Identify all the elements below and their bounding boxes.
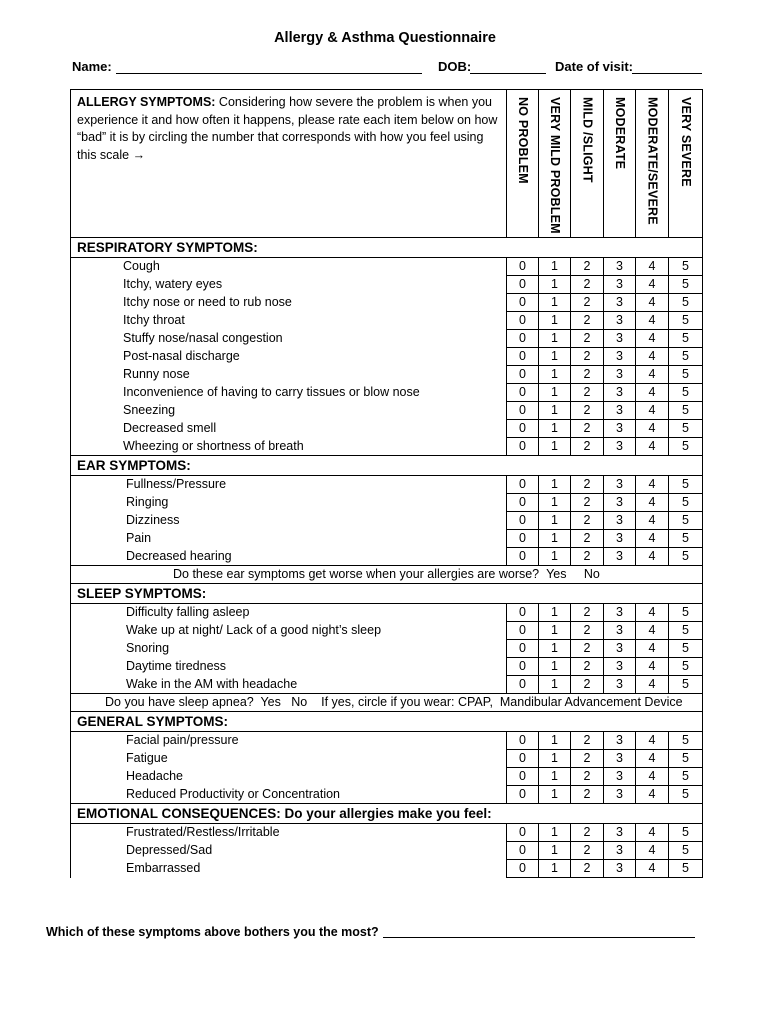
rating-option[interactable]: 0 <box>507 622 539 640</box>
rating-option[interactable]: 2 <box>571 348 604 366</box>
rating-option[interactable]: 5 <box>669 860 703 878</box>
rating-option[interactable]: 2 <box>571 438 604 456</box>
table-header-row <box>71 90 703 238</box>
rating-option[interactable]: 1 <box>539 276 571 294</box>
rating-option[interactable]: 5 <box>669 640 703 658</box>
rating-option[interactable]: 3 <box>604 312 636 330</box>
symptom-label: Embarrassed <box>71 860 507 878</box>
symptom-label: Fullness/Pressure <box>71 476 507 494</box>
rating-option[interactable]: 0 <box>507 384 539 402</box>
rating-option[interactable]: 3 <box>604 530 636 548</box>
visit-date-field[interactable] <box>632 73 702 74</box>
rating-option[interactable]: 2 <box>571 622 604 640</box>
rating-option[interactable]: 1 <box>539 258 571 276</box>
rating-option[interactable]: 5 <box>669 842 703 860</box>
ear-question-row <box>71 566 703 584</box>
table-row <box>71 366 703 384</box>
table-row <box>71 402 703 420</box>
rating-option[interactable]: 2 <box>571 824 604 842</box>
table-row <box>71 824 703 842</box>
rating-option[interactable]: 1 <box>539 640 571 658</box>
rating-option[interactable]: 3 <box>604 824 636 842</box>
rating-option[interactable]: 5 <box>669 732 703 750</box>
table-row <box>71 548 703 566</box>
rating-option[interactable]: 2 <box>571 676 604 694</box>
table-row <box>71 786 703 804</box>
symptom-label: Frustrated/Restless/Irritable <box>71 824 507 842</box>
table-row <box>71 476 703 494</box>
rating-option[interactable]: 2 <box>571 384 604 402</box>
ear-no-option[interactable]: No <box>583 567 600 581</box>
rating-option[interactable]: 1 <box>539 860 571 878</box>
rating-option[interactable]: 5 <box>669 312 703 330</box>
rating-option[interactable]: 1 <box>539 384 571 402</box>
rating-option[interactable]: 4 <box>636 438 669 456</box>
table-row <box>71 294 703 312</box>
symptom-label: Stuffy nose/nasal congestion <box>71 330 507 348</box>
table-row <box>71 438 703 456</box>
table-row <box>71 732 703 750</box>
rating-option[interactable]: 0 <box>507 330 539 348</box>
rating-option[interactable]: 3 <box>604 732 636 750</box>
symptom-label: Dizziness <box>71 512 507 530</box>
rating-option[interactable]: 0 <box>507 512 539 530</box>
rating-option[interactable]: 4 <box>636 658 669 676</box>
table-row <box>71 604 703 622</box>
most-bothersome-label: Which of these symptoms above bothers you the most? <box>46 925 379 939</box>
rating-option[interactable]: 5 <box>669 824 703 842</box>
rating-option[interactable]: 2 <box>571 768 604 786</box>
symptom-label: Reduced Productivity or Concentration <box>71 786 507 804</box>
table-row <box>71 860 703 878</box>
rating-option[interactable]: 0 <box>507 640 539 658</box>
rating-option[interactable]: 0 <box>507 658 539 676</box>
table-row <box>71 640 703 658</box>
section-heading-row <box>71 238 703 258</box>
rating-option[interactable]: 0 <box>507 402 539 420</box>
section-heading: EAR SYMPTOMS: <box>71 456 703 476</box>
ear-yes-option[interactable]: Yes <box>546 567 567 581</box>
scale-header-cell <box>636 90 669 238</box>
symptom-label: Decreased hearing <box>71 548 507 566</box>
rating-option[interactable]: 1 <box>539 476 571 494</box>
rating-option[interactable]: 1 <box>539 548 571 566</box>
section-heading-row <box>71 712 703 732</box>
symptom-label: Snoring <box>71 640 507 658</box>
sleep-apnea-question <box>71 694 703 712</box>
rating-option[interactable]: 1 <box>539 512 571 530</box>
rating-option[interactable]: 2 <box>571 312 604 330</box>
rating-option[interactable]: 0 <box>507 842 539 860</box>
rating-option[interactable]: 2 <box>571 276 604 294</box>
rating-option[interactable]: 5 <box>669 384 703 402</box>
scale-header-2: MILD /SLIGHT <box>580 97 595 183</box>
ear-question <box>71 566 703 584</box>
symptom-label: Wake up at night/ Lack of a good night’s sleep <box>71 622 507 640</box>
scale-header-0: NO PROBLEM <box>516 97 530 184</box>
rating-option[interactable]: 5 <box>669 294 703 312</box>
rating-option[interactable]: 5 <box>669 402 703 420</box>
rating-option[interactable]: 0 <box>507 276 539 294</box>
section-heading: EMOTIONAL CONSEQUENCES: Do your allergies make you feel: <box>71 804 703 824</box>
rating-option[interactable]: 3 <box>604 276 636 294</box>
visit-date-label: Date of visit: <box>555 59 634 74</box>
intro-bold: ALLERGY SYMPTOMS: <box>77 95 216 109</box>
symptom-label: Itchy, watery eyes <box>71 276 507 294</box>
symptom-label: Wake in the AM with headache <box>71 676 507 694</box>
rating-option[interactable]: 1 <box>539 824 571 842</box>
rating-option[interactable]: 4 <box>636 312 669 330</box>
rating-option[interactable]: 0 <box>507 786 539 804</box>
section-heading-row <box>71 804 703 824</box>
rating-option[interactable]: 2 <box>571 604 604 622</box>
rating-option[interactable]: 3 <box>604 604 636 622</box>
rating-option[interactable]: 0 <box>507 768 539 786</box>
rating-option[interactable]: 0 <box>507 294 539 312</box>
rating-option[interactable]: 0 <box>507 494 539 512</box>
table-row <box>71 312 703 330</box>
symptom-label: Inconvenience of having to carry tissues or blow nose <box>71 384 507 402</box>
rating-option[interactable]: 4 <box>636 384 669 402</box>
symptom-label: Cough <box>71 258 507 276</box>
rating-option[interactable]: 5 <box>669 476 703 494</box>
rating-option[interactable]: 2 <box>571 548 604 566</box>
rating-option[interactable]: 0 <box>507 366 539 384</box>
rating-option[interactable]: 4 <box>636 348 669 366</box>
rating-option[interactable]: 1 <box>539 750 571 768</box>
rating-option[interactable]: 3 <box>604 860 636 878</box>
rating-option[interactable]: 1 <box>539 366 571 384</box>
section-heading-row <box>71 456 703 476</box>
rating-option[interactable]: 5 <box>669 548 703 566</box>
rating-option[interactable]: 2 <box>571 512 604 530</box>
section-heading: RESPIRATORY SYMPTOMS: <box>71 238 703 258</box>
rating-option[interactable]: 5 <box>669 420 703 438</box>
rating-option[interactable]: 4 <box>636 258 669 276</box>
scale-header-5: VERY SEVERE <box>679 97 693 187</box>
table-row <box>71 842 703 860</box>
rating-option[interactable]: 4 <box>636 330 669 348</box>
rating-option[interactable]: 1 <box>539 494 571 512</box>
rating-option[interactable]: 0 <box>507 860 539 878</box>
scale-header-3: MODERATE <box>613 97 627 170</box>
rating-option[interactable]: 3 <box>604 438 636 456</box>
rating-option[interactable]: 4 <box>636 860 669 878</box>
rating-option[interactable]: 4 <box>636 494 669 512</box>
dob-label: DOB: <box>438 59 472 74</box>
rating-option[interactable]: 4 <box>636 842 669 860</box>
most-bothersome-field[interactable] <box>383 925 695 938</box>
rating-option[interactable]: 4 <box>636 750 669 768</box>
table-row <box>71 512 703 530</box>
rating-option[interactable]: 2 <box>571 732 604 750</box>
scale-header-cell <box>571 90 604 238</box>
ear-question-text: Do these ear symptoms get worse when your allergies are worse? <box>173 567 540 581</box>
scale-header-4: MODERATE/SEVERE <box>645 97 660 225</box>
rating-option[interactable]: 4 <box>636 476 669 494</box>
sleep-apnea-question-text: Do you have sleep apnea? Yes No If yes, circle if you wear: CPAP, Mandibular Advancement Device <box>105 695 683 709</box>
intro-body: Considering how severe the problem is when you experience it and how often it happens, please rate each item below on how “bad” it is by circling the number that corresponds with how you feel using this scale → <box>77 95 498 162</box>
rating-option[interactable]: 2 <box>571 860 604 878</box>
rating-option[interactable]: 1 <box>539 312 571 330</box>
rating-option[interactable]: 3 <box>604 548 636 566</box>
rating-option[interactable]: 0 <box>507 438 539 456</box>
rating-option[interactable]: 4 <box>636 420 669 438</box>
table-row <box>71 276 703 294</box>
rating-option[interactable]: 3 <box>604 768 636 786</box>
table-row <box>71 384 703 402</box>
rating-option[interactable]: 0 <box>507 732 539 750</box>
rating-option[interactable]: 3 <box>604 750 636 768</box>
rating-option[interactable]: 0 <box>507 824 539 842</box>
rating-option[interactable]: 5 <box>669 438 703 456</box>
rating-option[interactable]: 5 <box>669 768 703 786</box>
intro-cell <box>71 90 507 238</box>
table-row <box>71 348 703 366</box>
rating-option[interactable]: 1 <box>539 768 571 786</box>
rating-option[interactable]: 1 <box>539 330 571 348</box>
rating-option[interactable]: 5 <box>669 604 703 622</box>
rating-option[interactable]: 2 <box>571 786 604 804</box>
rating-option[interactable]: 1 <box>539 622 571 640</box>
rating-option[interactable]: 4 <box>636 548 669 566</box>
section-heading: GENERAL SYMPTOMS: <box>71 712 703 732</box>
rating-option[interactable]: 1 <box>539 402 571 420</box>
rating-option[interactable]: 0 <box>507 258 539 276</box>
rating-option[interactable]: 1 <box>539 676 571 694</box>
rating-option[interactable]: 1 <box>539 786 571 804</box>
rating-option[interactable]: 0 <box>507 348 539 366</box>
dob-field[interactable] <box>470 73 546 74</box>
rating-option[interactable]: 5 <box>669 750 703 768</box>
table-row <box>71 676 703 694</box>
rating-option[interactable]: 4 <box>636 530 669 548</box>
rating-option[interactable]: 2 <box>571 330 604 348</box>
rating-option[interactable]: 0 <box>507 476 539 494</box>
symptom-label: Sneezing <box>71 402 507 420</box>
rating-option[interactable]: 2 <box>571 494 604 512</box>
rating-option[interactable]: 4 <box>636 402 669 420</box>
rating-option[interactable]: 1 <box>539 348 571 366</box>
rating-option[interactable]: 4 <box>636 604 669 622</box>
rating-option[interactable]: 4 <box>636 824 669 842</box>
rating-option[interactable]: 5 <box>669 530 703 548</box>
rating-option[interactable]: 0 <box>507 548 539 566</box>
scale-header-cell <box>604 90 636 238</box>
rating-option[interactable]: 1 <box>539 658 571 676</box>
rating-option[interactable]: 5 <box>669 330 703 348</box>
symptom-label: Daytime tiredness <box>71 658 507 676</box>
rating-option[interactable]: 4 <box>636 732 669 750</box>
rating-option[interactable]: 3 <box>604 658 636 676</box>
scale-header-cell <box>507 90 539 238</box>
rating-option[interactable]: 1 <box>539 420 571 438</box>
rating-option[interactable]: 3 <box>604 640 636 658</box>
symptom-label: Depressed/Sad <box>71 842 507 860</box>
section-heading-row <box>71 584 703 604</box>
rating-option[interactable]: 3 <box>604 384 636 402</box>
table-row <box>71 658 703 676</box>
rating-option[interactable]: 3 <box>604 676 636 694</box>
table-row <box>71 750 703 768</box>
rating-option[interactable]: 1 <box>539 530 571 548</box>
rating-option[interactable]: 0 <box>507 750 539 768</box>
rating-option[interactable]: 2 <box>571 658 604 676</box>
rating-option[interactable]: 2 <box>571 640 604 658</box>
rating-option[interactable]: 4 <box>636 294 669 312</box>
rating-option[interactable]: 4 <box>636 276 669 294</box>
rating-option[interactable]: 2 <box>571 530 604 548</box>
rating-option[interactable]: 0 <box>507 312 539 330</box>
section-heading: SLEEP SYMPTOMS: <box>71 584 703 604</box>
rating-option[interactable]: 5 <box>669 348 703 366</box>
symptom-label: Headache <box>71 768 507 786</box>
rating-option[interactable]: 4 <box>636 786 669 804</box>
rating-option[interactable]: 2 <box>571 420 604 438</box>
rating-option[interactable]: 5 <box>669 622 703 640</box>
rating-option[interactable]: 4 <box>636 366 669 384</box>
scale-header-1: VERY MILD PROBLEM <box>548 97 562 234</box>
sleep-apnea-question-row <box>71 694 703 712</box>
rating-option[interactable]: 5 <box>669 786 703 804</box>
rating-option[interactable]: 3 <box>604 294 636 312</box>
rating-option[interactable]: 0 <box>507 420 539 438</box>
rating-option[interactable]: 5 <box>669 494 703 512</box>
table-row <box>71 494 703 512</box>
table-row <box>71 420 703 438</box>
rating-option[interactable]: 5 <box>669 658 703 676</box>
rating-option[interactable]: 0 <box>507 530 539 548</box>
scale-header-cell <box>539 90 571 238</box>
rating-option[interactable]: 4 <box>636 622 669 640</box>
rating-option[interactable]: 5 <box>669 366 703 384</box>
rating-option[interactable]: 2 <box>571 402 604 420</box>
rating-option[interactable]: 1 <box>539 604 571 622</box>
rating-option[interactable]: 2 <box>571 750 604 768</box>
table-row <box>71 622 703 640</box>
symptom-label: Pain <box>71 530 507 548</box>
rating-option[interactable]: 5 <box>669 512 703 530</box>
symptom-rating-table <box>70 89 703 878</box>
rating-option[interactable]: 2 <box>571 294 604 312</box>
table-row <box>71 530 703 548</box>
symptom-label: Wheezing or shortness of breath <box>71 438 507 456</box>
rating-option[interactable]: 3 <box>604 402 636 420</box>
rating-option[interactable]: 4 <box>636 676 669 694</box>
symptom-label: Post-nasal discharge <box>71 348 507 366</box>
table-row <box>71 258 703 276</box>
table-row <box>71 768 703 786</box>
rating-option[interactable]: 5 <box>669 276 703 294</box>
rating-option[interactable]: 5 <box>669 676 703 694</box>
rating-option[interactable]: 2 <box>571 258 604 276</box>
rating-option[interactable]: 4 <box>636 512 669 530</box>
rating-option[interactable]: 0 <box>507 604 539 622</box>
rating-option[interactable]: 3 <box>604 622 636 640</box>
table-row <box>71 330 703 348</box>
rating-option[interactable]: 2 <box>571 476 604 494</box>
rating-option[interactable]: 2 <box>571 842 604 860</box>
most-bothersome-question <box>46 925 695 939</box>
rating-option[interactable]: 1 <box>539 732 571 750</box>
rating-option[interactable]: 4 <box>636 640 669 658</box>
page-title: Allergy & Asthma Questionnaire <box>274 30 496 46</box>
rating-option[interactable]: 5 <box>669 258 703 276</box>
rating-option[interactable]: 1 <box>539 842 571 860</box>
symptom-label: Itchy nose or need to rub nose <box>71 294 507 312</box>
rating-option[interactable]: 3 <box>604 330 636 348</box>
patient-info-line <box>72 59 702 77</box>
name-field[interactable] <box>116 73 422 74</box>
symptom-label: Ringing <box>71 494 507 512</box>
symptom-label: Difficulty falling asleep <box>71 604 507 622</box>
rating-option[interactable]: 3 <box>604 420 636 438</box>
rating-option[interactable]: 3 <box>604 494 636 512</box>
rating-option[interactable]: 3 <box>604 512 636 530</box>
rating-option[interactable]: 2 <box>571 366 604 384</box>
rating-option[interactable]: 3 <box>604 366 636 384</box>
symptom-label: Facial pain/pressure <box>71 732 507 750</box>
rating-option[interactable]: 1 <box>539 438 571 456</box>
name-label: Name: <box>72 59 112 74</box>
scale-header-cell <box>669 90 703 238</box>
rating-option[interactable]: 4 <box>636 768 669 786</box>
symptom-label: Fatigue <box>71 750 507 768</box>
rating-option[interactable]: 0 <box>507 676 539 694</box>
rating-option[interactable]: 3 <box>604 258 636 276</box>
symptom-label: Decreased smell <box>71 420 507 438</box>
rating-option[interactable]: 3 <box>604 348 636 366</box>
intro-text <box>71 90 506 164</box>
rating-option[interactable]: 3 <box>604 786 636 804</box>
rating-option[interactable]: 3 <box>604 842 636 860</box>
rating-option[interactable]: 1 <box>539 294 571 312</box>
rating-option[interactable]: 3 <box>604 476 636 494</box>
symptom-label: Runny nose <box>71 366 507 384</box>
symptom-label: Itchy throat <box>71 312 507 330</box>
